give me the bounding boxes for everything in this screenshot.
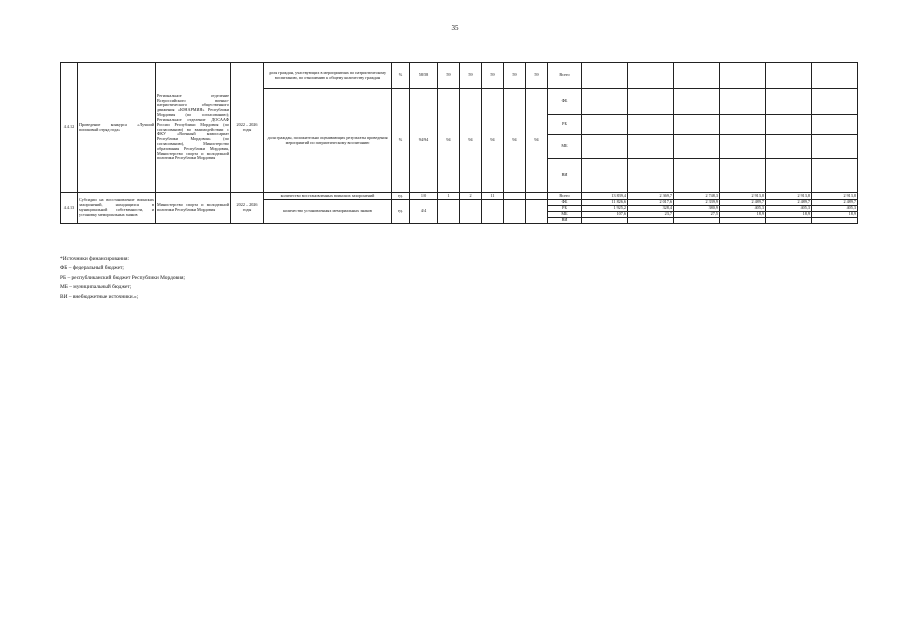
funding-value: 2 489,7: [812, 200, 858, 206]
funding-value: 107,6: [582, 212, 628, 218]
funding-source: ВИ: [548, 218, 582, 224]
funding-value: [582, 218, 628, 224]
funding-value: 18,9: [720, 212, 766, 218]
indicator-value: [438, 200, 460, 224]
funding-value: [628, 135, 674, 159]
funding-value: [720, 89, 766, 115]
indicator-value: [526, 200, 548, 224]
funding-value: 2 913,8: [720, 193, 766, 200]
funding-value: [812, 218, 858, 224]
funding-value: 405,3: [812, 206, 858, 212]
funding-source: ФБ: [548, 89, 582, 115]
funding-value: [720, 135, 766, 159]
funding-source: РБ: [548, 115, 582, 135]
funding-value: [766, 63, 812, 89]
funding-value: [812, 89, 858, 115]
measure-name: Проведение конкурса «Лучший поисковый отряд года»: [78, 63, 156, 193]
indicator-name: доля граждан, положительно оценивающих результаты проведения мероприятий по патриотическому воспитанию: [264, 89, 392, 193]
funding-value: [812, 159, 858, 193]
indicator-value: 59: [438, 63, 460, 89]
executor: Региональное отделение Всероссийского военно-патриотического общественного движения «ЮНАРМИЯ» Республики Мордовия (по согласованию); Региональное отделение ДОСААФ России Республики Мордовия (по согласованию) во взаимодействии с ФКУ «Военный комиссариат Республики Мордовия» (по согласованию), Министерство образования Республики Мордовия, Министерство спорта и молодежной политики Республики Мордовия: [156, 63, 231, 193]
funding-value: 2 489,7: [766, 200, 812, 206]
indicator-value: 59: [482, 63, 504, 89]
program-table: [60, 62, 858, 224]
executor: Министерство спорта и молодежной политики Республики Мордовия: [156, 193, 231, 224]
indicator-name: количество установленных мемориальных знаков: [264, 200, 392, 224]
indicator-value: 1/0: [410, 193, 438, 200]
indicator-value: 59: [526, 63, 548, 89]
indicator-value: 1: [438, 193, 460, 200]
table-row: [61, 193, 858, 200]
funding-value: [766, 115, 812, 135]
indicator-value: 94: [482, 89, 504, 193]
funding-value: [720, 218, 766, 224]
funding-source: МБ: [548, 135, 582, 159]
funding-value: [812, 135, 858, 159]
period: 2022 – 2026 годы: [231, 193, 264, 224]
indicator-value: 2: [460, 193, 482, 200]
indicator-unit: %: [392, 63, 410, 89]
indicator-value: 94/94: [410, 89, 438, 193]
indicator-unit: ед.: [392, 193, 410, 200]
funding-value: 2 339,9: [674, 200, 720, 206]
funding-value: [582, 135, 628, 159]
indicator-value: 59: [504, 63, 526, 89]
note-line: МБ – муниципальный бюджет;: [60, 284, 132, 291]
note-line: ФБ – федеральный бюджет;: [60, 265, 124, 272]
note-line: РБ – республиканский бюджет Республики Мордовия;: [60, 274, 185, 281]
funding-value: 18,9: [812, 212, 858, 218]
funding-value: [628, 115, 674, 135]
indicator-value: 94: [526, 89, 548, 193]
funding-value: [674, 159, 720, 193]
funding-value: [766, 135, 812, 159]
funding-notes: [60, 255, 185, 302]
funding-value: [628, 218, 674, 224]
funding-value: [812, 115, 858, 135]
funding-value: [674, 115, 720, 135]
funding-source: Всего: [548, 63, 582, 89]
funding-value: [628, 159, 674, 193]
measure-name: Субсидии на восстановление воинских захоронений, находящихся в муниципальной собственности, и установку мемориальных знаков: [78, 193, 156, 224]
indicator-name: доля граждан, участвующих в мероприятиях по патриотическому воспитанию, по отношению к общему количеству граждан: [264, 63, 392, 89]
funding-value: [812, 63, 858, 89]
indicator-value: [460, 200, 482, 224]
period: 2022 – 2026 годы: [231, 63, 264, 193]
funding-value: [674, 218, 720, 224]
note-line: ВИ – внебюджетные источники.»;: [60, 293, 139, 300]
funding-value: 328,4: [628, 206, 674, 212]
funding-value: [582, 159, 628, 193]
funding-value: 2 369,7: [628, 193, 674, 200]
funding-value: [582, 89, 628, 115]
indicator-name: количество восстановленных воинских захоронений: [264, 193, 392, 200]
table-row: [61, 63, 858, 89]
funding-value: [766, 89, 812, 115]
funding-source: Всего: [548, 193, 582, 200]
funding-value: [766, 218, 812, 224]
row-number: 4.4.12: [61, 63, 78, 193]
funding-value: [582, 115, 628, 135]
funding-value: [674, 89, 720, 115]
funding-value: 23,7: [628, 212, 674, 218]
funding-value: [582, 63, 628, 89]
funding-source: ВИ: [548, 159, 582, 193]
indicator-value: 94: [438, 89, 460, 193]
funding-value: 2 913,8: [812, 193, 858, 200]
funding-value: 13 839,4: [582, 193, 628, 200]
funding-value: [628, 63, 674, 89]
funding-value: 27,5: [674, 212, 720, 218]
indicator-value: 11: [482, 193, 504, 200]
funding-value: [720, 159, 766, 193]
indicator-value: 4/4: [410, 200, 438, 224]
indicator-value: 58/58: [410, 63, 438, 89]
funding-value: 1 925,2: [582, 206, 628, 212]
funding-value: [720, 115, 766, 135]
funding-value: 18,9: [766, 212, 812, 218]
indicator-value: 94: [460, 89, 482, 193]
indicator-unit: %: [392, 89, 410, 193]
funding-value: [674, 135, 720, 159]
indicator-value: 59: [460, 63, 482, 89]
funding-source: МБ: [548, 212, 582, 218]
funding-value: [720, 63, 766, 89]
funding-value: 405,3: [720, 206, 766, 212]
page-number: 35: [451, 24, 459, 32]
funding-value: [628, 89, 674, 115]
funding-value: [766, 159, 812, 193]
indicator-value: [526, 193, 548, 200]
funding-value: 2 748,3: [674, 193, 720, 200]
funding-source: РБ: [548, 206, 582, 212]
funding-value: 2 913,8: [766, 193, 812, 200]
funding-value: 11 826,6: [582, 200, 628, 206]
funding-value: 2 489,7: [720, 200, 766, 206]
funding-source: ФБ: [548, 200, 582, 206]
indicator-value: [504, 193, 526, 200]
funding-value: 405,3: [766, 206, 812, 212]
note-line: *Источники финансирования:: [60, 256, 129, 262]
funding-value: 2 017,6: [628, 200, 674, 206]
indicator-value: [504, 200, 526, 224]
indicator-value: 94: [504, 89, 526, 193]
row-number: 4.4.13: [61, 193, 78, 224]
funding-value: [674, 63, 720, 89]
indicator-value: [482, 200, 504, 224]
indicator-unit: ед.: [392, 200, 410, 224]
funding-value: 380,9: [674, 206, 720, 212]
